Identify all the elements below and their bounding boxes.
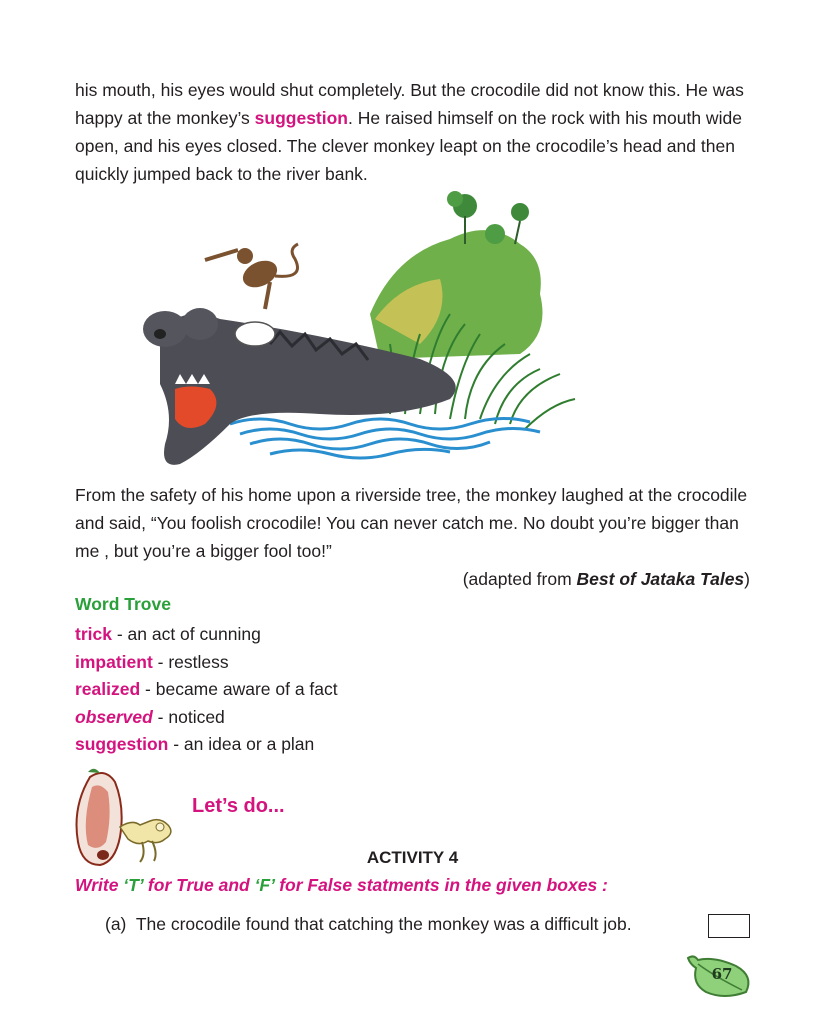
crocodile-monkey-illustration <box>120 184 590 474</box>
word-trove-item <box>75 704 338 732</box>
instruction-part-b: for True and <box>143 875 255 895</box>
activity-title: ACTIVITY 4 <box>366 848 459 867</box>
trove-word: observed <box>75 706 153 727</box>
trove-word: impatient <box>75 651 153 672</box>
instruction-part-c: for False statments in the given boxes : <box>274 875 608 895</box>
trove-meaning: - an act of cunning <box>111 624 261 644</box>
question-text: The crocodile found that catching the monkey was a difficult job. <box>135 914 632 934</box>
trove-meaning: - an idea or a plan <box>168 734 315 754</box>
trove-meaning: - restless <box>152 651 229 672</box>
answer-box-a[interactable] <box>708 914 750 938</box>
story-paragraph-2: From the safety of his home upon a riverside tree, the monkey laughed at the crocodile and said, “You foolish crocodile! You can never catch me. No doubt you’re bigger than me , but you’re a bigger fool too!” <box>75 485 748 561</box>
source-suffix: ) <box>744 569 750 589</box>
trove-word: trick <box>75 624 112 644</box>
true-mark: ‘T’ <box>123 875 144 895</box>
tree-island <box>370 191 543 359</box>
para1-text-after: . He raised himself on the rock with his mouth wide open, and his eyes closed. The clever monkey leapt on the crocodile’s head and then quickly jumped back to the river bank. <box>75 108 742 184</box>
word-trove-item <box>75 649 338 677</box>
lets-do-heading: Let’s do... <box>192 795 285 817</box>
page-number: 67 <box>711 965 733 983</box>
word-trove-list <box>75 621 338 759</box>
keyword-suggestion: suggestion <box>254 108 348 128</box>
river-water <box>230 418 540 458</box>
activity-instruction <box>75 875 608 896</box>
para1-text-before: his mouth, his eyes would shut completely. But the crocodile did not know this. He was happy at the monkey’s <box>75 80 744 128</box>
word-trove-item <box>75 731 338 759</box>
trove-word: suggestion <box>75 734 169 754</box>
source-book-title: Best of Jataka Tales <box>576 569 745 589</box>
word-trove-heading: Word Trove <box>75 594 171 614</box>
trove-meaning: - noticed <box>152 706 225 727</box>
question-a <box>105 911 632 937</box>
instruction-part-a: Write <box>75 875 124 895</box>
source-prefix: (adapted from <box>462 569 577 589</box>
trove-meaning: - became aware of a fact <box>140 679 338 699</box>
trove-word: realized <box>75 679 141 699</box>
word-trove-item <box>75 621 338 649</box>
false-mark: ‘F’ <box>254 875 275 895</box>
source-citation <box>463 565 750 593</box>
question-label: (a) <box>105 914 127 934</box>
story-paragraph-1 <box>75 76 765 188</box>
monkey-leaping <box>205 244 298 309</box>
word-trove-item <box>75 676 338 704</box>
